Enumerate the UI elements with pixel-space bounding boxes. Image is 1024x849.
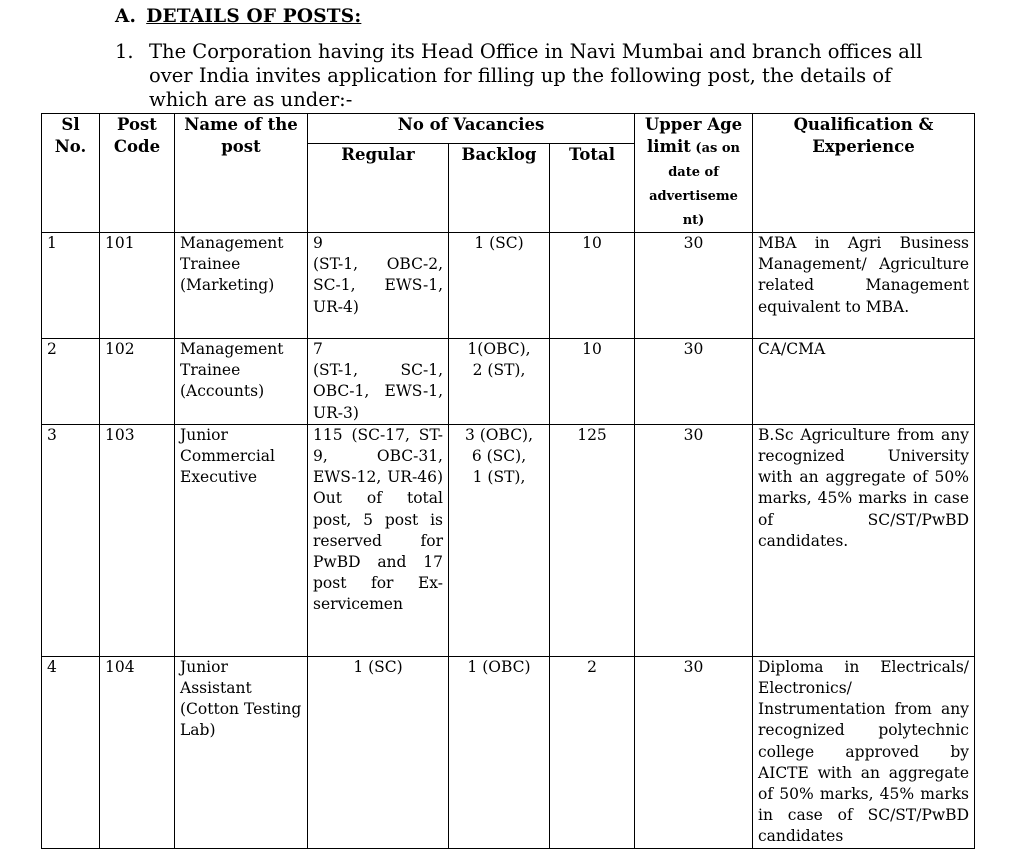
- cell-backlog: 1 (SC): [449, 233, 550, 339]
- section-letter: A.: [115, 6, 137, 27]
- posts-table: [41, 113, 975, 849]
- cell-sl: 4: [42, 656, 100, 848]
- cell-age: 30: [635, 233, 753, 339]
- cell-name: Management Trainee (Marketing): [175, 233, 308, 339]
- cell-total: 2: [550, 656, 635, 848]
- table-row: [42, 656, 975, 848]
- cell-regular: 7 (ST-1, SC-1, OBC-1, EWS-1, UR-3): [308, 339, 449, 425]
- intro-text: The Corporation having its Head Office in Navi Mumbai and branch offices all over India invites application for filling up the following post, the details of which are as under:-: [149, 40, 923, 111]
- cell-total: 10: [550, 339, 635, 425]
- cell-regular: 115 (SC-17, ST-9, OBC-31, EWS-12, UR-46) Out of total post, 5 post is reserved for PwBD and 17 post for Ex-servicemen: [308, 424, 449, 656]
- cell-regular: 9 (ST-1, OBC-2, SC-1, EWS-1, UR-4): [308, 233, 449, 339]
- header-backlog: Backlog: [449, 144, 550, 233]
- header-qualification: Qualification & Experience: [753, 114, 975, 233]
- cell-backlog: 1 (OBC): [449, 656, 550, 848]
- cell-code: 101: [100, 233, 175, 339]
- cell-age: 30: [635, 424, 753, 656]
- header-age-sub: (as on date of advertiseme nt): [649, 141, 740, 228]
- cell-backlog: 3 (OBC), 6 (SC), 1 (ST),: [449, 424, 550, 656]
- cell-code: 104: [100, 656, 175, 848]
- cell-total: 125: [550, 424, 635, 656]
- header-age-main: Upper Age limit: [644, 115, 743, 156]
- section-heading: [115, 6, 361, 27]
- cell-name: Management Trainee (Accounts): [175, 339, 308, 425]
- cell-code: 102: [100, 339, 175, 425]
- header-sl-no: Sl No.: [42, 114, 100, 233]
- cell-total: 10: [550, 233, 635, 339]
- cell-age: 30: [635, 339, 753, 425]
- cell-name: Junior Assistant (Cotton Testing Lab): [175, 656, 308, 848]
- cell-regular: 1 (SC): [308, 656, 449, 848]
- header-vacancies: No of Vacancies: [308, 114, 635, 144]
- cell-qualification: MBA in Agri Business Management/ Agriculture related Management equivalent to MBA.: [753, 233, 975, 339]
- header-total: Total: [550, 144, 635, 233]
- cell-qualification: B.Sc Agriculture from any recognized University with an aggregate of 50% marks, 45% marks in case of SC/ST/PwBD candidates.: [753, 424, 975, 656]
- cell-backlog: 1(OBC), 2 (ST),: [449, 339, 550, 425]
- intro-number: 1.: [115, 40, 134, 63]
- cell-age: 30: [635, 656, 753, 848]
- table-row: [42, 233, 975, 339]
- cell-sl: 1: [42, 233, 100, 339]
- header-regular: Regular: [308, 144, 449, 233]
- header-post-code: Post Code: [100, 114, 175, 233]
- cell-name: Junior Commercial Executive: [175, 424, 308, 656]
- header-upper-age: [635, 114, 753, 233]
- intro-paragraph: [115, 40, 945, 112]
- table-header-row: [42, 114, 975, 144]
- cell-code: 103: [100, 424, 175, 656]
- cell-sl: 2: [42, 339, 100, 425]
- table-row: [42, 424, 975, 656]
- section-title: DETAILS OF POSTS:: [146, 6, 362, 27]
- cell-qualification: CA/CMA: [753, 339, 975, 425]
- cell-qualification: Diploma in Electricals/ Electronics/ Instrumentation from any recognized polytechnic college approved by AICTE with an aggregate of 50% marks, 45% marks in case of SC/ST/PwBD candidates: [753, 656, 975, 848]
- cell-sl: 3: [42, 424, 100, 656]
- table-row: [42, 339, 975, 425]
- header-post-name: Name of the post: [175, 114, 308, 233]
